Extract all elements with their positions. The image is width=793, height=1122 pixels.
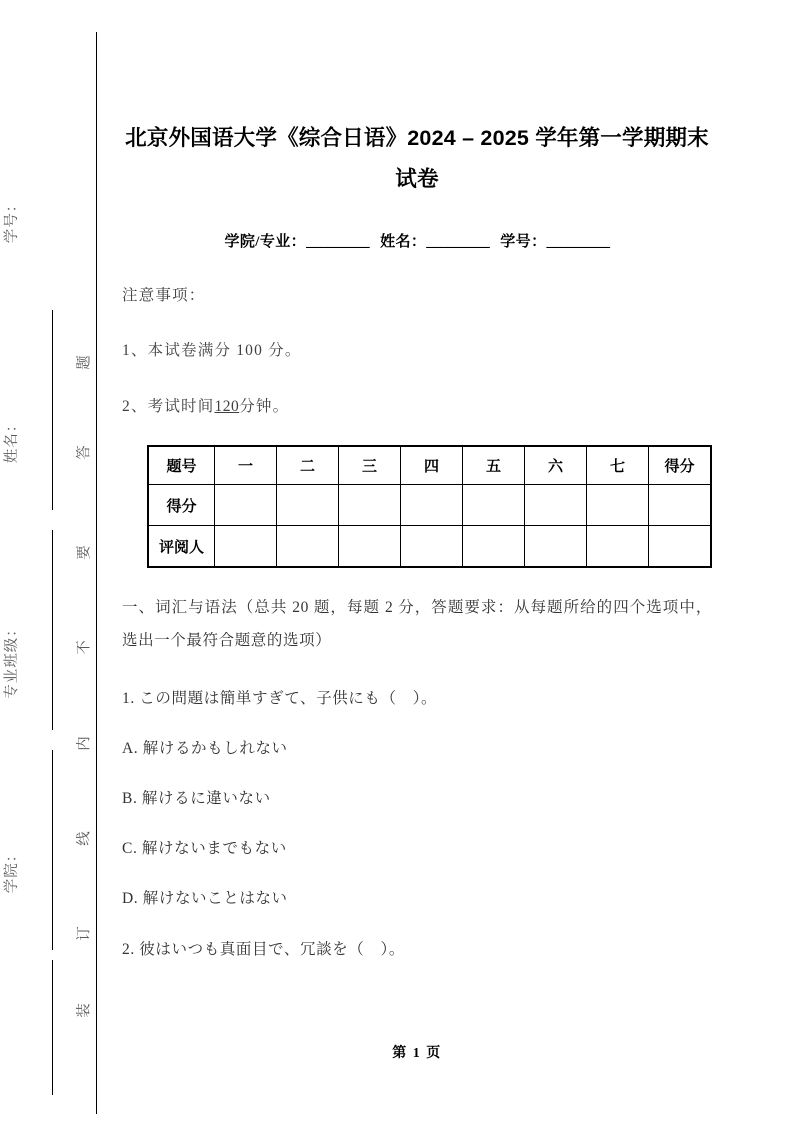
question-1-option-c[interactable]: C. 解けないまでもない xyxy=(122,840,287,857)
grader-cell[interactable] xyxy=(463,526,525,568)
notes-item-2-prefix: 2、考试时间 xyxy=(122,398,215,415)
grader-cell[interactable] xyxy=(339,526,401,568)
score-cell[interactable] xyxy=(215,485,277,526)
margin-glyph-5: 内 xyxy=(76,736,93,751)
table-header-cell: 三 xyxy=(339,446,401,485)
student-id-label: 学号： xyxy=(500,234,547,250)
score-table xyxy=(147,445,712,568)
margin-label-student-id: 学号： xyxy=(4,196,20,244)
score-cell[interactable] xyxy=(401,485,463,526)
score-cell[interactable] xyxy=(339,485,401,526)
row-label-score: 得分 xyxy=(148,485,215,526)
score-cell[interactable] xyxy=(649,485,712,526)
section-heading-1: 一、词汇与语法（总共 20 题，每题 2 分，答题要求：从每题所给的四个选项中，选出一个最符合题意的选项） xyxy=(122,599,712,649)
margin-label-college: 学院： xyxy=(4,846,20,894)
identity-fields-row xyxy=(122,230,712,251)
grader-cell[interactable] xyxy=(525,526,587,568)
binding-vertical-line xyxy=(96,32,97,1114)
exam-content xyxy=(122,0,712,959)
notes-item-2-suffix: 分钟。 xyxy=(239,398,290,415)
margin-glyph-6: 线 xyxy=(76,831,93,846)
table-header-row xyxy=(148,446,711,485)
score-cell[interactable] xyxy=(587,485,649,526)
grader-cell[interactable] xyxy=(587,526,649,568)
table-row-score xyxy=(148,485,711,526)
college-major-blank[interactable]: _________ xyxy=(306,234,370,250)
margin-label-major-class: 专业班级： xyxy=(4,621,20,699)
page-footer: 第 1 页 xyxy=(392,1046,442,1061)
binding-underline-4 xyxy=(52,960,53,1095)
notes-item-1: 1、本试卷满分 100 分。 xyxy=(122,342,302,359)
table-header-cell: 题号 xyxy=(148,446,215,485)
notes-heading: 注意事项： xyxy=(122,287,206,304)
margin-glyph-3: 要 xyxy=(76,545,93,560)
margin-glyph-1: 题 xyxy=(76,355,93,370)
margin-glyph-4: 不 xyxy=(76,640,93,655)
question-stem-1: 1. この問題は簡単すぎて、子供にも（ ）。 xyxy=(122,690,438,707)
question-1-option-a[interactable]: A. 解けるかもしれない xyxy=(122,740,288,757)
grader-cell[interactable] xyxy=(401,526,463,568)
binding-underline-1 xyxy=(52,310,53,510)
name-label: 姓名： xyxy=(380,234,427,250)
grader-cell[interactable] xyxy=(649,526,712,568)
table-row-grader xyxy=(148,526,711,568)
score-cell[interactable] xyxy=(277,485,339,526)
binding-underline-3 xyxy=(52,750,53,950)
margin-glyph-2: 答 xyxy=(76,445,93,460)
question-1-option-d[interactable]: D. 解けないことはない xyxy=(122,890,288,907)
table-header-cell: 五 xyxy=(463,446,525,485)
question-stem-2: 2. 彼はいつも真面目で、冗談を（ ）。 xyxy=(122,941,405,958)
table-header-cell: 二 xyxy=(277,446,339,485)
name-blank[interactable]: _________ xyxy=(426,234,490,250)
notes-item-2 xyxy=(122,360,712,416)
margin-glyph-8: 装 xyxy=(76,1003,93,1018)
question-1-option-b[interactable]: B. 解けるに違いない xyxy=(122,790,271,807)
table-header-cell: 得分 xyxy=(649,446,712,485)
college-major-label: 学院/专业： xyxy=(224,234,307,250)
grader-cell[interactable] xyxy=(215,526,277,568)
table-header-cell: 七 xyxy=(587,446,649,485)
table-header-cell: 六 xyxy=(525,446,587,485)
margin-label-name: 姓名： xyxy=(4,416,20,464)
exam-duration-value: 120 xyxy=(214,398,240,415)
margin-glyph-7: 订 xyxy=(76,926,93,941)
table-header-cell: 一 xyxy=(215,446,277,485)
table-header-cell: 四 xyxy=(401,446,463,485)
binding-underline-2 xyxy=(52,530,53,730)
page-title: 北京外国语大学《综合日语》2024 – 2025 学年第一学期期末试卷 xyxy=(125,126,709,191)
student-id-blank[interactable]: _________ xyxy=(546,234,610,250)
binding-margin-rail xyxy=(0,0,100,1122)
grader-cell[interactable] xyxy=(277,526,339,568)
row-label-grader: 评阅人 xyxy=(148,526,215,568)
score-cell[interactable] xyxy=(463,485,525,526)
score-cell[interactable] xyxy=(525,485,587,526)
